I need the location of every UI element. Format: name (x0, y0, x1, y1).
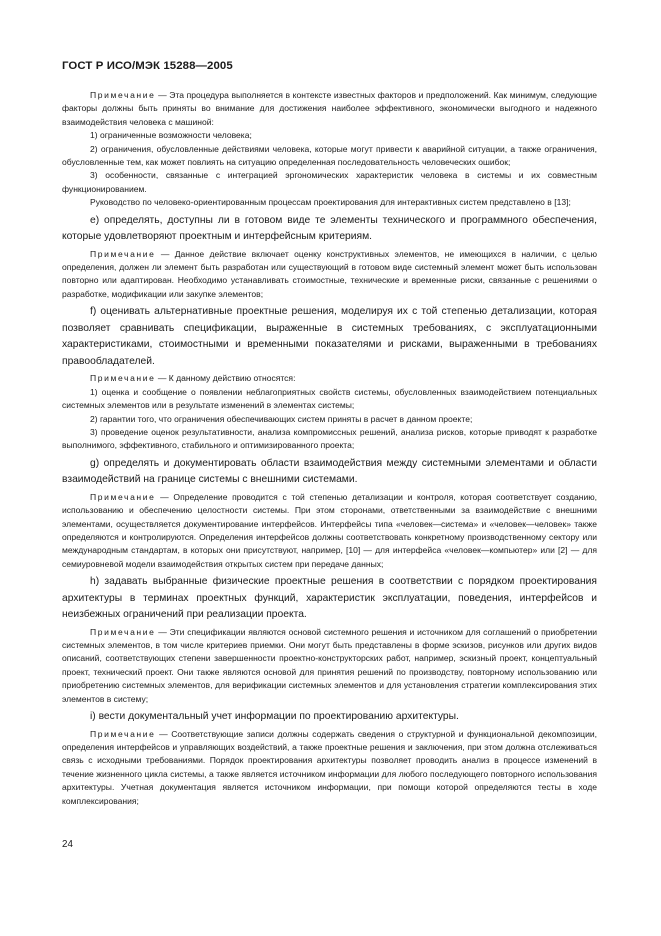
note-label: Примечание (90, 248, 156, 259)
note-label: Примечание (90, 626, 156, 637)
page-number: 24 (62, 839, 73, 850)
note-paragraph: Руководство по человеко-ориентированным процессам проектирования для интерактивных систем представлено в [13]; (90, 197, 571, 208)
note-list-item: 1) оценка и сообщение о появлении неблагоприятных свойств системы, обусловленных взаимодействием потенциальных системных элементов или в результате изменений в элементах системы; (62, 386, 597, 411)
clause-i: i) вести документальный учет информации по проектированию архитектуры. (90, 711, 459, 723)
note-paragraph: Примечание — Соответствующие записи должны содержать сведения о структурной и функциональной декомпозиции, определения интерфейсов и управляющих воздействий, а также проектные решения и заключения, при этом должна отслеживаться связь с исходными требованиями. Порядок проектирования архитектуры позволяет проводить анализ в процессе изменений в течение жизненного цикла системы, а также является источником информации для любого последующего повторного использования архитектуры. Учетная документация является источником информации, при помощи которой определяются тесты в ходе комплексирования; (62, 728, 597, 806)
note-paragraph: Примечание — Эта процедура выполняется в контексте известных факторов и предположений. Как минимум, следующие факторы должны быть приняты во внимание для достижения наиболее эффективного, экономически выгодного и надежного взаимодействия человека с машиной: (62, 90, 597, 127)
note-paragraph: Примечание — Эти спецификации являются основой системного решения и источником для соглашений о приобретении системных элементов, в том числе критериев приемки. Они могут быть представлены в форме эскизов, рисунков или других видов описаний, соответствующих степени завершенности проектно-конструкторских работ, например, эскизный проект, концептуальный проект, технический проект. Они также являются основой для принятия решений по производству, повторному использованию или приобретению системных элементов, для верификации системных элементов и для установления стратегии комплексирования этих элементов в систему; (62, 626, 597, 704)
note-list-item: 3) проведение оценок результативности, анализа компромиссных решений, анализа рисков, которые приводят к разработке выполнимого, эффективного, стабильного и оптимизированного проекта; (62, 426, 597, 451)
note-label: Примечание (90, 90, 156, 100)
note-list-item: 2) гарантии того, что ограничения обеспечивающих систем приняты в расчет в данном проекте; (90, 413, 473, 424)
note-paragraph: Примечание — К данному действию относятся: (90, 373, 296, 384)
clause-f: f) оценивать альтернативные проектные решения, моделируя их с той степенью детализации, которая позволяет сравнивать спецификации, выраженные в системных требованиях, с эксплуатационными характеристиками, стоимостными и временными показателями и рисками, выраженными в требованиях правообладателей. (62, 306, 597, 367)
note-label: Примечание (90, 373, 156, 384)
note-paragraph: Примечание — Данное действие включает оценку конструктивных элементов, не имеющихся в наличии, с целью определения, должен ли элемент быть разработан или существующий в готовом виде системный элемент может быть использован повторно или адаптирован. Необходимо устанавливать стоимостные, технические и временные риски, связанные с решениями о разработке, модификации или закупке элементов; (62, 248, 597, 299)
body-text (62, 89, 597, 808)
note-list-item: 1) ограниченные возможности человека; (90, 130, 252, 141)
page-header: ГОСТ Р ИСО/МЭК 15288—2005 (62, 60, 233, 72)
clause-g: g) определять и документировать области взаимодействия между системными элементами и области взаимодействий на границе системы с внешними системами. (62, 457, 597, 486)
note-list-item: 3) особенности, связанные с интеграцией эргономических характеристик человека в системы и их совместным функционированием. (62, 170, 597, 194)
clause-e: e) определять, доступны ли в готовом виде те элементы технического и программного обеспечения, которые удовлетворяют проектным и интерфейсным критериям. (62, 214, 597, 243)
note-label: Примечание (90, 491, 156, 502)
note-label: Примечание (90, 728, 156, 739)
note-paragraph: Примечание — Определение проводится с той степенью детализации и контроля, которая соответствует созданию, использованию и обеспечению целостности системы. При этом сторонами, ответственными за взаимодействие с внешними элементами, осуществляется документирование интерфейсов. Интерфейсы типа «человек—система» и «человек—человек» также определяются и контролируются. Определения интерфейсов должны соответствовать конкретному производственному сектору или международным стандартам, в которых они присутствуют, например, [10] — для интерфейса «человек—компьютер» или [2] — для семиуровневой модели взаимодействия открытых систем при передаче данных; (62, 491, 597, 569)
clause-h: h) задавать выбранные физические проектные решения в соответствии с порядком проектирования архитектуры в терминах проектных функций, характеристик эксплуатации, поведения, интерфейсов и неизбежных ограничений при реализации проекта. (62, 576, 597, 621)
note-list-item: 2) ограничения, обусловленные действиями человека, которые могут привести к аварийной ситуации, а также ограничения, обусловленные тем, как может повлиять на ситуацию определенная последовательность человеческих ошибок; (62, 143, 597, 168)
